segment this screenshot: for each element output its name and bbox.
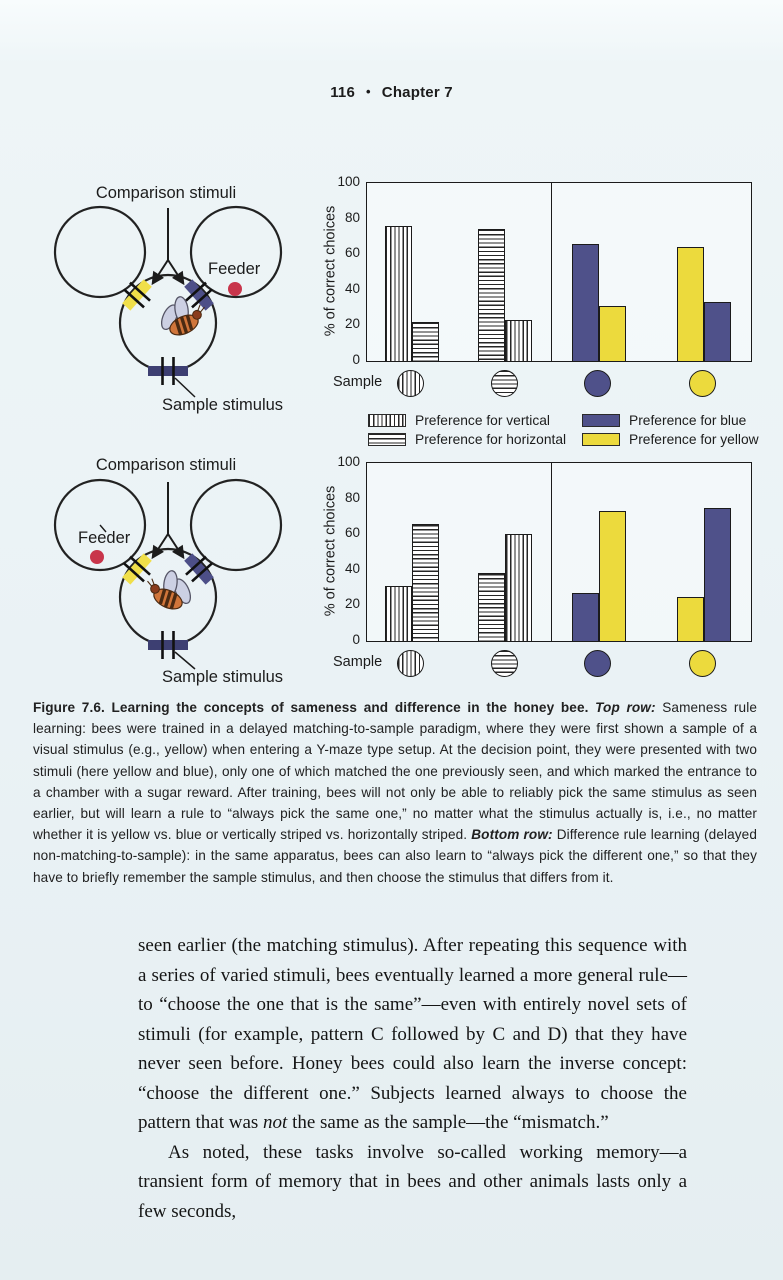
sample-gate-navy [148, 357, 188, 385]
sample-pointer-line [175, 378, 195, 397]
y-axis-label: % of correct choices [322, 485, 338, 617]
sample-circle-horizontal [491, 370, 518, 397]
bar-vertical [385, 586, 412, 641]
text-segment: Top row: [595, 700, 663, 715]
bar-blue [572, 593, 599, 641]
x-axis-label: Sample [333, 654, 383, 670]
sample-stimulus-label: Sample stimulus [162, 396, 284, 414]
sample-stimulus-label: Sample stimulus [162, 668, 284, 686]
sample-gate-navy [148, 631, 188, 659]
legend-item-vertical [368, 411, 582, 430]
bar-horizontal [412, 524, 439, 641]
legend-label: Preference for blue [629, 413, 747, 428]
x-axis-label: Sample [333, 374, 383, 390]
plot-area [366, 182, 752, 362]
legend-item-blue [582, 411, 759, 430]
bar-chart-difference-rule [322, 454, 760, 690]
sample-circle-blue [584, 370, 611, 397]
bar-yellow [677, 247, 704, 361]
y-tick-label: 60 [344, 525, 360, 541]
text-segment: Sameness rule learning: bees were trained in a delayed matching-to-sample paradigm, where they were first shown a sample of a visual stimulus (e.g., yellow) when entering a Y-maze type setup. At the decision point, they were presented with two stimuli (here yellow and blue), only one of which matched the one previously seen, and which marked the entrance to a chamber with a sugar reward. After training, bees will not only be able to reliably pick the same stimulus as seen earlier, but will learn a rule to “always pick the same one,” no matter what the stimulus actually is, i.e., no matter whether it is yellow vs. blue or vertically striped vs. horizontally striped. [33, 700, 757, 843]
comparison-pointer-arrows [153, 482, 183, 557]
y-tick-label: 40 [344, 560, 360, 576]
bar-chart-sameness-rule [322, 174, 760, 410]
bar-blue [704, 302, 731, 361]
sample-circle-horizontal [491, 650, 518, 677]
legend-swatch-vertical-icon [368, 414, 406, 427]
comparison-stimuli-label: Comparison stimuli [95, 184, 237, 202]
bar-vertical [385, 226, 412, 361]
body-text [138, 931, 687, 1226]
y-tick-label: 80 [344, 489, 360, 505]
sample-pointer-line [175, 652, 195, 669]
text-segment: the same as the sample—the “mismatch.” [287, 1112, 609, 1133]
bar-vertical [505, 534, 532, 641]
y-tick-label: 20 [344, 316, 360, 332]
legend-item-yellow [582, 430, 759, 449]
figure-caption [33, 697, 757, 888]
y-axis-label: % of correct choices [322, 205, 338, 337]
y-tick-label: 40 [344, 280, 360, 296]
figure-legend [368, 411, 759, 449]
feeder-label: Feeder [208, 260, 261, 278]
plot-divider [551, 183, 553, 361]
bar-yellow [599, 306, 626, 361]
y-tick-label: 0 [352, 352, 360, 367]
sample-circle-vertical [397, 650, 424, 677]
text-segment: Figure 7.6. Learning the concepts of sameness and difference in the honey bee. [33, 700, 596, 715]
chapter-title: Chapter 7 [381, 84, 453, 101]
legend-swatch-blue-icon [582, 414, 620, 427]
bar-yellow [599, 511, 626, 641]
text-segment: seen earlier (the matching stimulus). After repeating this sequence with a series of varied stimuli, bees eventually learned a more general rule—to “choose the one that is the same”—even with entirely novel sets of stimuli (for example, pattern C followed by C and D) that they have never seen before. Honey bees could also learn the inverse concept: “choose the different one.” Subjects learned always to choose the pattern that was [138, 935, 687, 1133]
feeder-dot [228, 282, 242, 296]
feeder-label: Feeder [78, 529, 131, 547]
comparison-stimuli-label: Comparison stimuli [95, 456, 237, 474]
body-paragraph-1 [138, 931, 687, 1138]
y-tick-label: 20 [344, 596, 360, 612]
bar-yellow [677, 597, 704, 642]
y-tick-label: 60 [344, 245, 360, 261]
body-paragraph-2 [138, 1138, 687, 1227]
header-separator-dot: • [366, 84, 371, 99]
legend-label: Preference for yellow [629, 432, 759, 447]
bar-vertical [505, 320, 532, 361]
plot-area [366, 462, 752, 642]
bar-blue [572, 244, 599, 361]
legend-label: Preference for horizontal [415, 432, 567, 447]
legend-swatch-horizontal-icon [368, 433, 406, 446]
running-head [0, 84, 783, 101]
text-segment: As noted, these tasks involve so-called working memory—a transient form of memory that in bees and other animals lasts only a few seconds, [138, 1141, 687, 1222]
bar-horizontal [412, 322, 439, 361]
bar-blue [704, 508, 731, 642]
legend-label: Preference for vertical [415, 413, 550, 428]
comparison-pointer-arrows [153, 208, 183, 283]
legend-swatch-yellow-icon [582, 433, 620, 446]
page-number: 116 [330, 84, 356, 101]
y-tick-label: 100 [337, 454, 360, 469]
text-segment: not [263, 1112, 288, 1133]
plot-divider [551, 463, 553, 641]
ymaze-diagram-top [44, 176, 336, 428]
bar-horizontal [478, 573, 505, 641]
ymaze-diagram-bottom [44, 446, 336, 694]
y-tick-label: 0 [352, 632, 360, 647]
feeder-dot [90, 550, 104, 564]
sample-circle-blue [584, 650, 611, 677]
y-tick-label: 80 [344, 209, 360, 225]
text-segment: Bottom row: [471, 827, 557, 843]
sample-circle-yellow [689, 650, 716, 677]
y-tick-label: 100 [337, 174, 360, 189]
legend-item-horizontal [368, 430, 582, 449]
sample-circle-vertical [397, 370, 424, 397]
sample-circle-yellow [689, 370, 716, 397]
text-segment: Difference rule learning (delayed non-matching-to-sample): in the same apparatus, bees can also learn to “always pick the different one,” so that they have to briefly remember the sample stimulus, and then choose the stimulus that differs from it. [33, 827, 757, 885]
bar-horizontal [478, 229, 505, 361]
